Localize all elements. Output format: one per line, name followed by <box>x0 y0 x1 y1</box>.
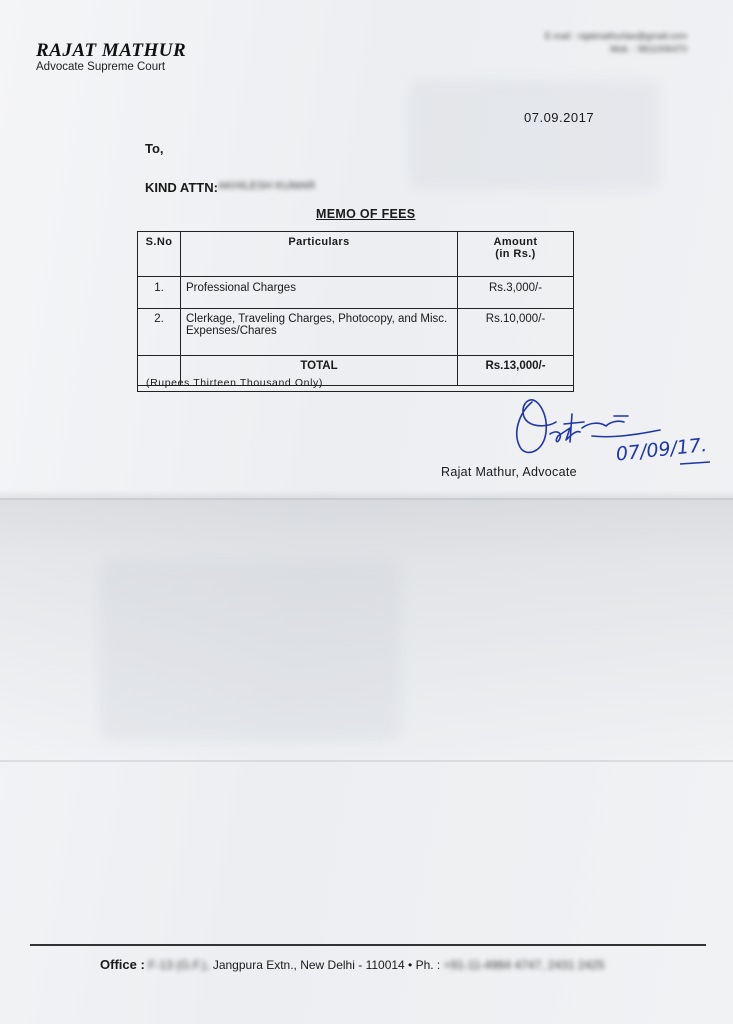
office-address: Jangpura Extn., New Delhi - 110014 • Ph. : <box>212 958 441 972</box>
table-row <box>138 277 574 309</box>
advocate-designation: Advocate Supreme Court <box>36 61 166 73</box>
row-particulars: Clerkage, Traveling Charges, Photocopy, and Misc. Expenses/Chares <box>181 309 458 356</box>
office-address-blurred: F-13 (G.F.), <box>148 958 210 972</box>
contact-block <box>545 30 687 56</box>
email-line: E-mail : rajatmathurlaw@gmail.com <box>544 31 687 41</box>
footer-address <box>100 957 605 972</box>
row-sno: 2. <box>138 309 181 356</box>
attn-value: AKHILESH KUMAR <box>218 180 316 192</box>
row-amount: Rs.3,000/- <box>458 277 574 309</box>
fees-table <box>137 231 574 386</box>
attn-label: KIND ATTN: <box>145 180 218 195</box>
footer-divider <box>30 944 706 946</box>
table-row <box>138 309 574 356</box>
date-underline <box>680 462 710 464</box>
watermark-seal-bottom <box>100 560 400 740</box>
advocate-name: RAJAT MATHUR <box>36 40 187 61</box>
header-amount <box>458 232 574 277</box>
watermark-seal-top <box>410 80 660 190</box>
total-amount: Rs.13,000/- <box>458 356 574 386</box>
office-label: Office : <box>100 957 145 972</box>
header-amount-line1: Amount <box>493 236 538 248</box>
to-label: To, <box>145 141 164 156</box>
fold-crease-bottom <box>0 760 733 762</box>
phone-blurred: +91-11-4984 4747, 2431 2425 <box>443 958 605 972</box>
handwritten-signature <box>510 392 730 472</box>
table-header-row <box>138 232 574 277</box>
mobile-line: Mob. : 9811006470 <box>610 44 687 54</box>
handwritten-date: 07/09/17. <box>614 434 709 466</box>
total-label: TOTAL <box>181 356 458 386</box>
letter-date: 07.09.2017 <box>524 110 595 125</box>
fold-crease-top <box>0 498 733 500</box>
header-sno: S.No <box>138 232 181 277</box>
row-amount: Rs.10,000/- <box>458 309 574 356</box>
amount-in-words: (Rupees Thirteen Thousand Only) <box>137 377 574 392</box>
row-particulars: Professional Charges <box>181 277 458 309</box>
header-amount-line2: (in Rs.) <box>495 248 536 260</box>
memo-title: MEMO OF FEES <box>316 207 416 221</box>
signatory-name: Rajat Mathur, Advocate <box>441 465 577 479</box>
row-sno: 1. <box>138 277 181 309</box>
header-particulars: Particulars <box>181 232 458 277</box>
